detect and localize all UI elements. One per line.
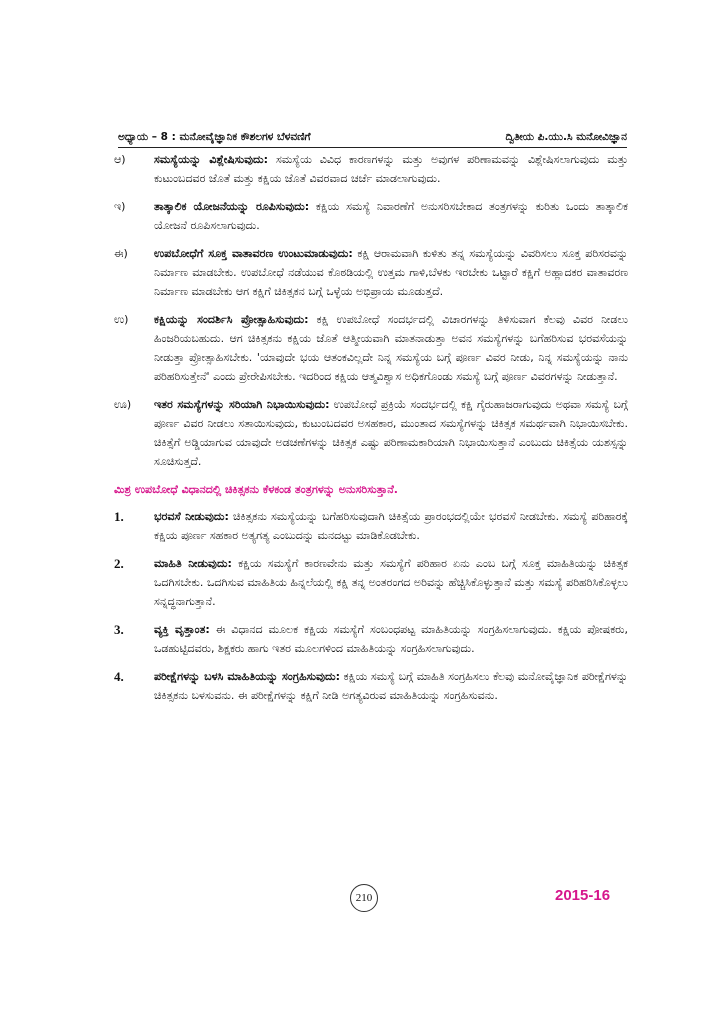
page-header: [118, 131, 627, 148]
item-label: ಊ): [114, 398, 132, 411]
item-number: 3.: [114, 622, 124, 637]
item-title: ಭರವಸೆ ನೀಡುವುದು:: [154, 510, 229, 523]
item-number: 2.: [114, 556, 124, 571]
list-item: [114, 395, 628, 471]
item-text: ಕಕ್ಷಿ ಆರಾಮವಾಗಿ ಕುಳಿತು ತನ್ನ ಸಮಸ್ಯೆಯನ್ನು ವಿವರಿಸಲು ಸೂಕ್ತ ಪರಿಸರವನ್ನು ನಿರ್ಮಾಣ ಮಾಡಬೇಕು. ಉಪಬೋಧೆ ನಡೆಯುವ ಕೊಠಡಿಯಲ್ಲಿ ಉತ್ತಮ ಗಾಳಿ,ಬೆಳಕು ಇರಬೇಕು ಒಟ್ಟಾರೆ ಕಕ್ಷಿಗೆ ಅಹ್ಲಾದಕರ ವಾತಾವರಣ ನಿರ್ಮಾಣ ಮಾಡಬೇಕು ಆಗ ಕಕ್ಷಿಗೆ ಚಿಕಿತ್ಸಕನ ಬಗ್ಗೆ ಒಳ್ಳೆಯ ಅಭಿಪ್ರಾಯ ಮೂಡುತ್ತದೆ.: [154, 247, 628, 298]
numbered-item: [114, 554, 628, 611]
item-text: ಸಮಸ್ಯೆಯ ವಿವಿಧ ಕಾರಣಗಳನ್ನು ಮತ್ತು ಅವುಗಳ ಪರಿಣಾಮವನ್ನು ವಿಶ್ಲೇಷಿಸಲಾಗುವುದು ಮತ್ತು ಕುಟುಂಬದವರ ಜೊತೆ ಮತ್ತು ಕಕ್ಷಿಯ ಜೊತೆ ವಿವರವಾದ ಚರ್ಚೆ ಮಾಡಲಾಗುವುದು.: [154, 153, 628, 185]
list-item: [114, 150, 628, 188]
item-text: ಕಕ್ಷಿಯ ಸಮಸ್ಯೆಗೆ ಕಾರಣವೇನು ಮತ್ತು ಸಮಸ್ಯೆಗೆ ಪರಿಹಾರ ಏನು ಎಂಬ ಬಗ್ಗೆ ಸೂಕ್ತ ಮಾಹಿತಿಯನ್ನು ಚಿಕಿತ್ಸಕ ಒದಗಿಸಬೇಕು. ಒದಗಿಸುವ ಮಾಹಿತಿಯ ಹಿನ್ನಲೆಯಲ್ಲಿ ಕಕ್ಷಿ ತನ್ನ ಅಂತರಂಗದ ಅರಿವನ್ನು ಹೆಚ್ಚಿಸಿಕೊಳ್ಳುತ್ತಾನೆ ಮತ್ತು ಸಮಸ್ಯೆ ಪರಿಹರಿಸಿಕೊಳ್ಳಲು ಸನ್ನದ್ಧನಾಗುತ್ತಾನೆ.: [154, 557, 628, 608]
item-title: ವ್ಯಕ್ತಿ ವೃತ್ತಾಂತ:: [154, 623, 210, 636]
item-title: ಇತರ ಸಮಸ್ಯೆಗಳನ್ನು ಸರಿಯಾಗಿ ನಿಭಾಯಿಸುವುದು:: [154, 398, 330, 411]
item-title: ಸಮಸ್ಯೆಯನ್ನು ವಿಶ್ಲೇಷಿಸುವುದು:: [154, 153, 269, 166]
list-item: [114, 244, 628, 301]
chapter-title: ಅಧ್ಯಾಯ – 8 : ಮನೋವೈಜ್ಞಾನಿಕ ಕೌಶಲಗಳ ಬೆಳವಣಿಗೆ: [118, 131, 311, 143]
item-text: ಕಕ್ಷಿಯ ಸಮಸ್ಯೆ ಬಗ್ಗೆ ಮಾಹಿತಿ ಸಂಗ್ರಹಿಸಲು ಕೆಲವು ಮನೋವೈಜ್ಞಾನಿಕ ಪರೀಕ್ಷೆಗಳನ್ನು ಚಿಕಿತ್ಸಕನು ಬಳಸುವನು. ಈ ಪರೀಕ್ಷೆಗಳನ್ನು ಕಕ್ಷಿಗೆ ನೀಡಿ ಅಗತ್ಯವಿರುವ ಮಾಹಿತಿಯನ್ನು ಸಂಗ್ರಹಿಸುವನು.: [154, 670, 629, 702]
item-text: ಚಿಕಿತ್ಸಕನು ಸಮಸ್ಯೆಯನ್ನು ಬಗೆಹರಿಸುವುದಾಗಿ ಚಿಕಿತ್ಸೆಯ ಪ್ರಾರಂಭದಲ್ಲಿಯೇ ಭರವಸೆ ನೀಡಬೇಕು. ಸಮಸ್ಯೆ ಪರಿಹಾರಕ್ಕೆ ಕಕ್ಷಿಯ ಪೂರ್ಣ ಸಹಕಾರ ಅತ್ಯಗತ್ಯ ಎಂಬುದನ್ನು ಮನದಟ್ಟು ಮಾಡಿಕೊಡಬೇಕು.: [154, 510, 628, 542]
page-number: 210: [350, 884, 378, 912]
item-text: ಕಕ್ಷಿಯ ಸಮಸ್ಯೆ ನಿವಾರಣೆಗೆ ಅನುಸರಿಸಬೇಕಾದ ತಂತ್ರಗಳನ್ನು ಕುರಿತು ಒಂದು ತಾತ್ಕಾಲಿಕ ಯೋಜನೆ ರೂಪಿಸಲಾಗುವುದು.: [154, 200, 628, 232]
page-content: [114, 150, 628, 705]
numbered-item: [114, 667, 628, 705]
item-title: ತಾತ್ಕಾಲಿಕ ಯೋಜನೆಯನ್ನು ರೂಪಿಸುವುದು:: [154, 200, 310, 213]
item-label: ಇ): [114, 200, 126, 213]
list-item: [114, 197, 628, 235]
item-title: ಉಪಬೋಧೆಗೆ ಸೂಕ್ತ ವಾತಾವರಣ ಉಂಟುಮಾಡುವುದು:: [154, 247, 353, 260]
item-title: ಪರೀಕ್ಷೆಗಳನ್ನು ಬಳಸಿ ಮಾಹಿತಿಯನ್ನು ಸಂಗ್ರಹಿಸುವುದು:: [154, 670, 340, 683]
numbered-item: [114, 507, 628, 545]
item-number: 4.: [114, 669, 124, 684]
item-text: ಕಕ್ಷಿ ಉಪಬೋಧೆ ಸಂದರ್ಭದಲ್ಲಿ ವಿಚಾರಗಳನ್ನು ತಿಳಿಸುವಾಗ ಕೆಲವು ವಿವರ ನೀಡಲು ಹಿಂಜರಿಯಬಹುದು. ಆಗ ಚಿಕಿತ್ಸಕನು ಕಕ್ಷಿಯ ಜೊತೆ ಆತ್ಮೀಯವಾಗಿ ಮಾತನಾಡುತ್ತಾ ಅವನ ಸಮಸ್ಯೆಗಳನ್ನು ಬಗೆಹರಿಸುವ ಭರವಸೆಯನ್ನು ನೀಡುತ್ತಾ ಪ್ರೋತ್ಸಾಹಿಸಬೇಕು. 'ಯಾವುದೇ ಭಯ ಆತಂಕವಿಲ್ಲದೇ ನಿನ್ನ ಸಮಸ್ಯೆಯ ಬಗ್ಗೆ ಪೂರ್ಣ ವಿವರ ನೀಡು, ನಿನ್ನ ಸಮಸ್ಯೆಯನ್ನು ನಾನು ಪರಿಹರಿಸುತ್ತೇನೆ' ಎಂದು ಪ್ರೇರೇಪಿಸಬೇಕು. ಇದರಿಂದ ಕಕ್ಷಿಯ ಆತ್ಮವಿಶ್ವಾಸ ಅಧಿಕಗೊಂಡು ಸಮಸ್ಯೆ ಬಗ್ಗೆ ಪೂರ್ಣ ವಿವರಗಳನ್ನು ನೀಡುತ್ತಾನೆ.: [154, 313, 628, 383]
item-label: ಆ): [114, 153, 126, 166]
item-title: ಮಾಹಿತಿ ನೀಡುವುದು:: [154, 557, 232, 570]
item-title: ಕಕ್ಷಿಯನ್ನು ಸಂದರ್ಶಿಸಿ ಪ್ರೋತ್ಸಾಹಿಸುವುದು:: [154, 313, 309, 326]
item-text: ಈ ವಿಧಾನದ ಮೂಲಕ ಕಕ್ಷಿಯ ಸಮಸ್ಯೆಗೆ ಸಂಬಂಧಪಟ್ಟ ಮಾಹಿತಿಯನ್ನು ಸಂಗ್ರಹಿಸಲಾಗುವುದು. ಕಕ್ಷಿಯ ಪೋಷಕರು, ಒಡಹುಟ್ಟಿದವರು, ಶಿಕ್ಷಕರು ಹಾಗು ಇತರ ಮೂಲಗಳಿಂದ ಮಾಹಿತಿಯನ್ನು ಸಂಗ್ರಹಿಸಲಾಗುವುದು.: [154, 623, 628, 655]
item-number: 1.: [114, 509, 124, 524]
item-label: ಉ): [114, 313, 129, 326]
book-title: ದ್ವಿತೀಯ ಪಿ.ಯು.ಸಿ ಮನೋವಿಜ್ಞಾನ: [505, 131, 627, 143]
edition-year: 2015-16: [555, 887, 611, 904]
numbered-item: [114, 620, 628, 658]
item-label: ಈ): [114, 247, 128, 260]
list-item: [114, 310, 628, 386]
item-text: ಉಪಬೋಧೆ ಪ್ರಕ್ರಿಯೆ ಸಂದರ್ಭದಲ್ಲಿ ಕಕ್ಷಿ ಗೈರುಹಾಜರಾಗುವುದು ಅಥವಾ ಸಮಸ್ಯೆ ಬಗ್ಗೆ ಪೂರ್ಣ ವಿವರ ನೀಡಲು ಸತಾಯಿಸುವುದು, ಕುಟುಂಬದವರ ಅಸಹಕಾರ, ಮುಂತಾದ ಸಮಸ್ಯೆಗಳನ್ನು ಚಿಕಿತ್ಸಕ ಸಮರ್ಥವಾಗಿ ನಿಭಾಯಿಸಬೇಕು. ಚಿಕಿತ್ಸೆಗೆ ಅಡ್ಡಿಯಾಗುವ ಯಾವುದೇ ಅಡಚಣೆಗಳನ್ನು ಚಿಕಿತ್ಸಕ ಎಷ್ಟು ಪರಿಣಾಮಕಾರಿಯಾಗಿ ನಿಭಾಯಿಸುತ್ತಾನೆ ಎಂಬುದು ಚಿಕಿತ್ಸೆಯ ಯಶಸ್ಸನ್ನು ಸೂಚಿಸುತ್ತದೆ.: [154, 398, 628, 468]
section-heading: ಮಿಶ್ರ ಉಪಬೋಧೆ ವಿಧಾನದಲ್ಲಿ ಚಿಕಿತ್ಸಕನು ಕೆಳಕಂಡ ತಂತ್ರಗಳನ್ನು ಅನುಸರಿಸುತ್ತಾನೆ.: [114, 483, 398, 496]
